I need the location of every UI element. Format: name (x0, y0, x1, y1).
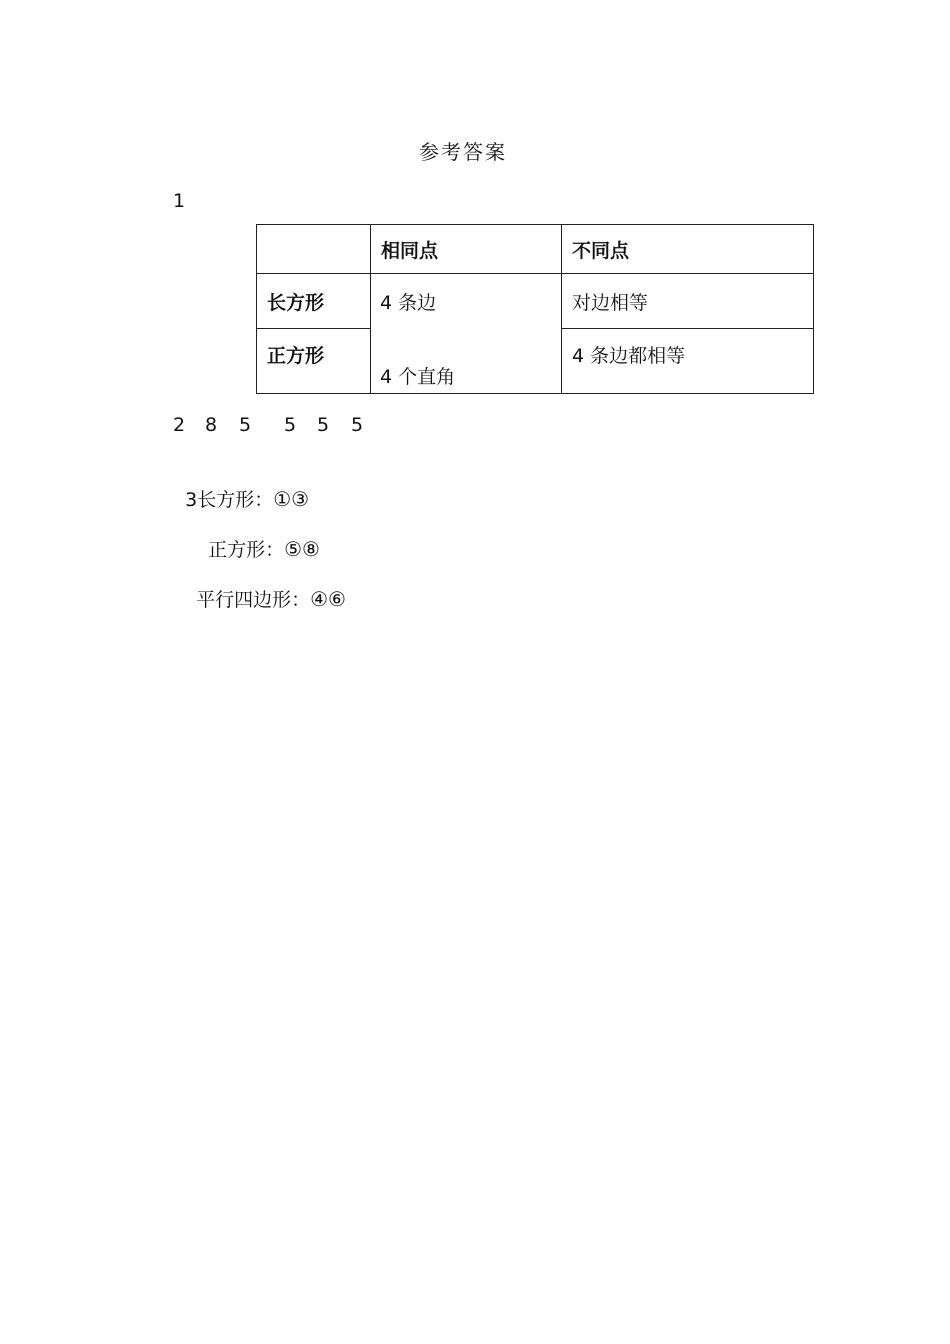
question-1-number: 1 (173, 190, 186, 212)
q3-label-rectangle: 长方形： (197, 489, 274, 511)
answer-2-c: 5 (284, 414, 297, 436)
question-2-number: 2 (173, 414, 186, 436)
question-3-line-parallelogram (184, 563, 346, 612)
answer-2-a: 8 (205, 414, 218, 436)
q3-answer-rectangle: ①③ (273, 487, 310, 511)
comparison-table (256, 224, 814, 394)
header-empty-cell (257, 225, 371, 274)
header-different-points: 不同点 (562, 225, 814, 274)
q3-answer-square: ⑤⑧ (284, 537, 320, 561)
answer-2-d: 5 (317, 414, 330, 436)
difference-rectangle: 对边相等 (562, 274, 814, 329)
question-3-line-square (196, 513, 320, 562)
header-same-points: 相同点 (371, 225, 562, 274)
question-3-line-rectangle (173, 463, 309, 512)
difference-square: 4 条边都相等 (562, 329, 814, 394)
shape-label-rectangle: 长方形 (257, 274, 371, 329)
answer-2-e: 5 (351, 414, 364, 436)
q3-label-parallelogram: 平行四边形： (196, 589, 311, 611)
table-row-rectangle (257, 274, 814, 329)
answer-2-b: 5 (239, 414, 252, 436)
same-point-angles: 4 个直角 (380, 366, 456, 388)
page-title: 参考答案 (419, 140, 507, 164)
same-points-cell (371, 274, 562, 394)
shape-label-square: 正方形 (257, 329, 371, 394)
question-3-number: 3 (185, 489, 198, 511)
q3-answer-parallelogram: ④⑥ (310, 587, 346, 611)
same-point-sides: 4 条边 (380, 292, 437, 314)
q3-label-square: 正方形： (208, 539, 285, 561)
table-header-row (257, 225, 814, 274)
